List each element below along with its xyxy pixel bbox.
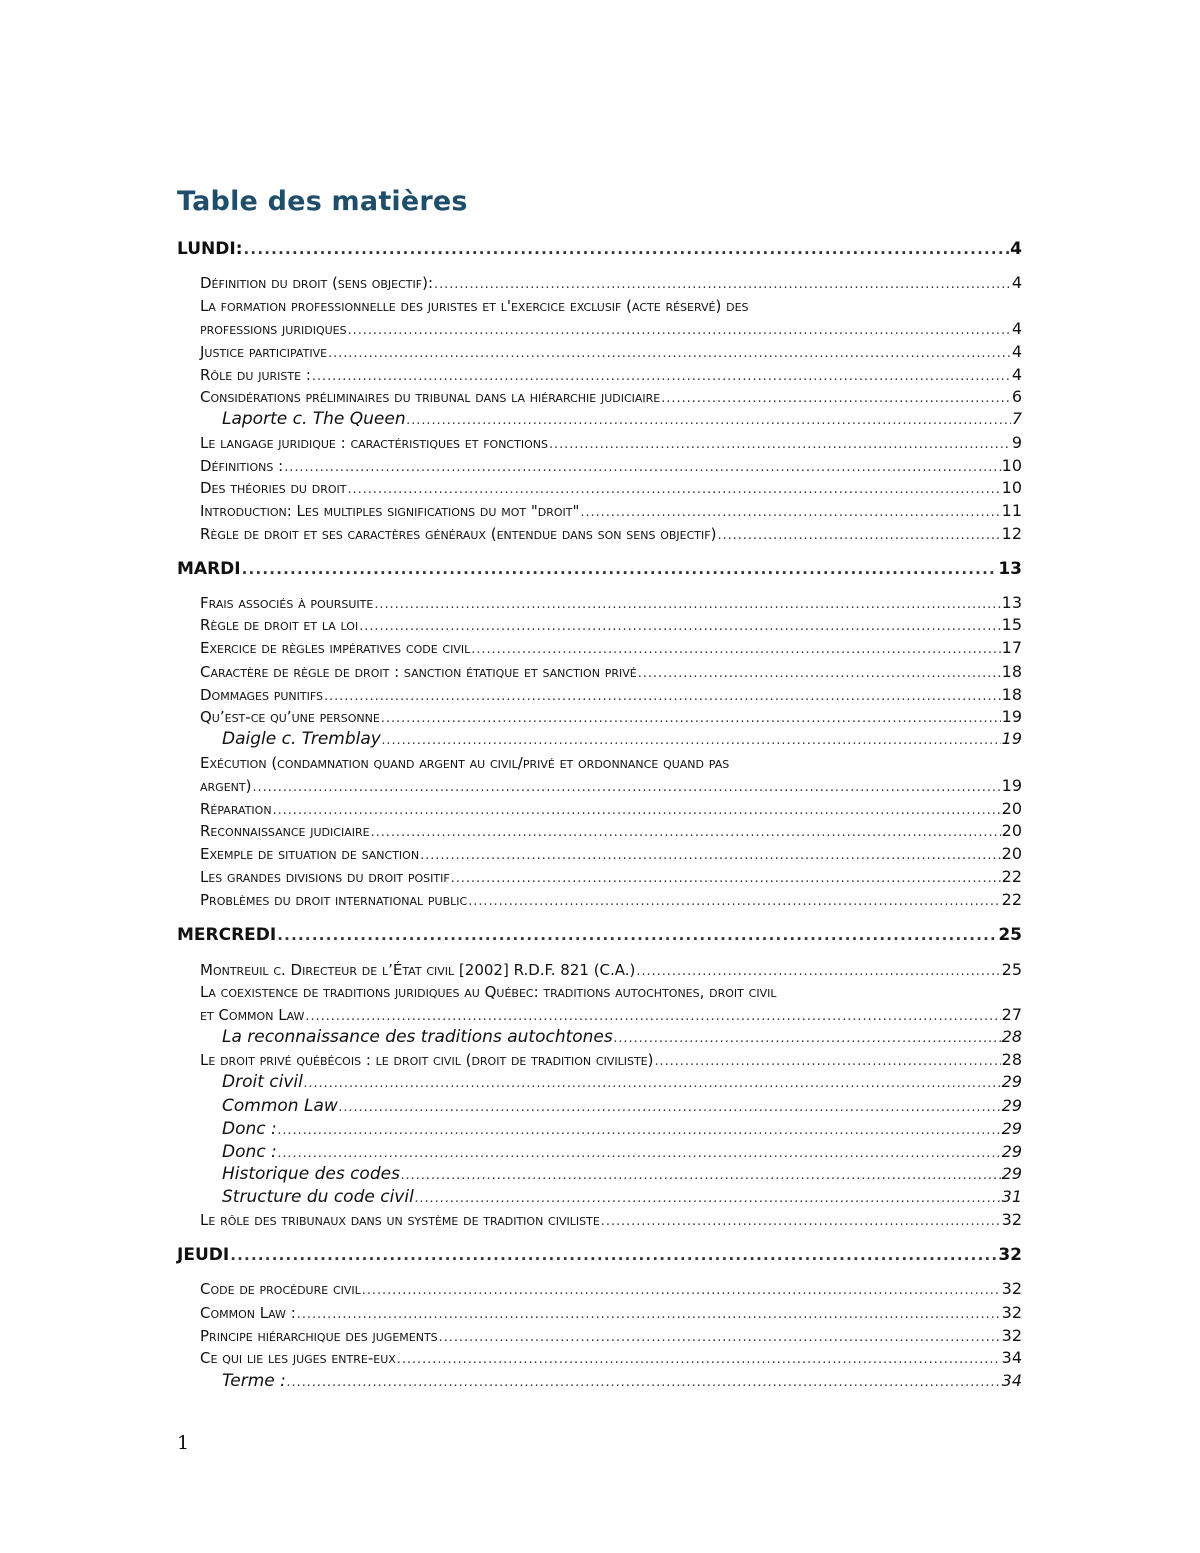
toc-entry[interactable] xyxy=(200,637,1022,659)
toc-entry[interactable] xyxy=(200,1278,1022,1300)
toc-entry-label: Règle de droit et la loi xyxy=(200,616,359,634)
toc-page-number: 19 xyxy=(1001,729,1022,748)
toc-entry-label: Dommages punitifs xyxy=(200,686,323,704)
dot-leader xyxy=(244,238,1010,260)
toc-page-number: 6 xyxy=(1011,387,1022,406)
dot-leader xyxy=(242,558,998,580)
dot-leader xyxy=(297,1302,1001,1326)
toc-entry-label: Exercice de règles impératives code civil xyxy=(200,639,471,657)
toc-entry[interactable] xyxy=(200,1209,1022,1231)
toc-subentry[interactable] xyxy=(222,1071,1022,1093)
dot-leader xyxy=(374,592,1000,616)
toc-page-number: 11 xyxy=(1001,501,1022,520)
dot-leader xyxy=(252,775,1000,799)
toc-page-number: 34 xyxy=(1001,1371,1022,1390)
dot-leader xyxy=(439,1325,1001,1349)
toc-entry[interactable] xyxy=(200,866,1022,888)
toc-entry-label: MERCREDI xyxy=(177,925,277,945)
toc-entry-first-line: Exécution (condamnation quand argent au civil/privé et ordonnance quand pas xyxy=(200,754,730,772)
toc-day-heading[interactable] xyxy=(177,1244,1022,1266)
dot-leader xyxy=(468,889,1000,913)
toc-page-number: 31 xyxy=(1001,1187,1022,1206)
toc-entry-label: Problèmes du droit international public xyxy=(200,891,468,909)
dot-leader xyxy=(451,866,1001,890)
toc-page-number: 29 xyxy=(1001,1096,1022,1115)
dot-leader xyxy=(415,1186,1001,1210)
toc-page-number: 29 xyxy=(1001,1142,1022,1161)
toc-page-number: 29 xyxy=(1001,1164,1022,1183)
toc-entry[interactable] xyxy=(200,341,1022,363)
dot-leader xyxy=(284,455,1000,479)
toc-entry-label: Définition du droit (sens objectif): xyxy=(200,274,433,292)
toc-entry[interactable] xyxy=(200,318,1022,340)
toc-entry[interactable] xyxy=(200,820,1022,842)
dot-leader xyxy=(362,1278,1001,1302)
toc-entry-label: Caractère de règle de droit : sanction étatique et sanction privé xyxy=(200,663,637,681)
toc-entry-label: Rôle du juriste : xyxy=(200,366,311,384)
toc-entry[interactable] xyxy=(200,1347,1022,1369)
toc-page-number: 20 xyxy=(1001,844,1022,863)
toc-entry-label: Donc : xyxy=(222,1119,277,1139)
dot-leader xyxy=(371,820,1001,844)
toc-entry-label: Introduction: Les multiples significations du mot "droit" xyxy=(200,502,580,520)
toc-entry-label: Code de procédure civil xyxy=(200,1280,361,1298)
toc-entry-label: et Common Law xyxy=(200,1006,305,1024)
toc-entry-label: Structure du code civil xyxy=(222,1187,414,1207)
toc-subentry[interactable] xyxy=(222,1141,1022,1163)
dot-leader xyxy=(230,1244,997,1266)
toc-entry-label: Réparation xyxy=(200,800,272,818)
dot-leader xyxy=(434,272,1011,296)
dot-leader xyxy=(407,408,1011,432)
toc-entry[interactable] xyxy=(200,364,1022,386)
toc-subentry[interactable] xyxy=(222,1026,1022,1048)
dot-leader xyxy=(287,1370,1001,1394)
toc-page-number: 10 xyxy=(1001,456,1022,475)
toc-subentry[interactable] xyxy=(222,1118,1022,1140)
toc-page-number: 13 xyxy=(998,559,1022,579)
toc-entry-label: Montreuil c. Directeur de l’État civil [2002] R.D.F. 821 (C.A.) xyxy=(200,961,636,979)
toc-entry[interactable] xyxy=(200,959,1022,981)
toc-page-number: 12 xyxy=(1001,524,1022,543)
toc-entry-label: Définitions : xyxy=(200,457,284,475)
dot-leader xyxy=(324,684,1001,708)
toc-page-number: 32 xyxy=(1001,1210,1022,1229)
dot-leader xyxy=(420,843,1001,867)
toc-entry-label: Le rôle des tribunaux dans un système de tradition civiliste xyxy=(200,1211,600,1229)
dot-leader xyxy=(359,614,1000,638)
toc-entry[interactable] xyxy=(200,798,1022,820)
toc-page-number: 17 xyxy=(1001,638,1022,657)
toc-entry-label: Terme : xyxy=(222,1371,286,1391)
toc-page-number: 4 xyxy=(1011,319,1022,338)
dot-leader xyxy=(381,706,1001,730)
dot-leader xyxy=(273,798,1001,822)
toc-entry[interactable] xyxy=(200,1302,1022,1324)
toc-entry[interactable] xyxy=(200,1325,1022,1347)
toc-page-number: 10 xyxy=(1001,478,1022,497)
dot-leader xyxy=(328,341,1011,365)
toc-page-number: 19 xyxy=(1001,776,1022,795)
toc-page-number: 29 xyxy=(1001,1119,1022,1138)
toc-page-number: 20 xyxy=(1001,799,1022,818)
toc-page-number: 22 xyxy=(1001,867,1022,886)
toc-entry-label: Daigle c. Tremblay xyxy=(222,729,381,749)
toc-entry[interactable] xyxy=(200,432,1022,454)
toc-subentry[interactable] xyxy=(222,1186,1022,1208)
toc-day-heading[interactable] xyxy=(177,238,1022,260)
toc-page-number: 32 xyxy=(1001,1326,1022,1345)
toc-entry-label: Le langage juridique : caractéristiques et fonctions xyxy=(200,434,548,452)
toc-page-number: 4 xyxy=(1011,365,1022,384)
toc-page-number: 18 xyxy=(1001,685,1022,704)
dot-leader xyxy=(580,500,1000,524)
toc-subentry[interactable] xyxy=(222,1095,1022,1117)
dot-leader xyxy=(382,728,1001,752)
dot-leader xyxy=(471,637,1000,661)
toc-entry[interactable] xyxy=(200,386,1022,408)
dot-leader xyxy=(339,1095,1001,1119)
toc-entry-label: Ce qui lie les juges entre-eux xyxy=(200,1349,396,1367)
dot-leader xyxy=(278,1118,1001,1142)
toc-entry-label: Justice participative xyxy=(200,343,328,361)
dot-leader xyxy=(661,386,1011,410)
toc-entry[interactable] xyxy=(200,1049,1022,1071)
toc-entry-label: MARDI xyxy=(177,559,241,579)
toc-entry[interactable] xyxy=(200,706,1022,728)
toc-page-number: 34 xyxy=(1001,1348,1022,1367)
toc-entry-label: Historique des codes xyxy=(222,1164,400,1184)
toc-page-number: 25 xyxy=(1001,960,1022,979)
toc-page-number: 28 xyxy=(1001,1050,1022,1069)
dot-leader xyxy=(348,318,1011,342)
toc-page-number: 9 xyxy=(1011,433,1022,452)
dot-leader xyxy=(717,523,1000,547)
toc-entry-first-line: La coexistence de traditions juridiques au Québec: traditions autochtones, droit civil xyxy=(200,983,777,1001)
toc-subentry[interactable] xyxy=(222,408,1022,430)
toc-entry[interactable] xyxy=(200,523,1022,545)
toc-page-number: 19 xyxy=(1001,707,1022,726)
toc-entry-label: Donc : xyxy=(222,1142,277,1162)
toc-entry-label: Common Law : xyxy=(200,1304,296,1322)
toc-day-heading[interactable] xyxy=(177,558,1022,580)
toc-entry-label: professions juridiques xyxy=(200,320,347,338)
toc-entry-label: Considérations préliminaires du tribunal dans la hiérarchie judiciaire xyxy=(200,388,661,406)
dot-leader xyxy=(304,1071,1001,1095)
toc-subentry[interactable] xyxy=(222,1370,1022,1392)
toc-page-number: 25 xyxy=(998,925,1022,945)
toc-page-number: 4 xyxy=(1011,342,1022,361)
toc-page-number: 20 xyxy=(1001,821,1022,840)
toc-entry-label: Règle de droit et ses caractères généraux (entendue dans son sens objectif) xyxy=(200,525,717,543)
toc-page-number: 32 xyxy=(1001,1279,1022,1298)
toc-entry[interactable] xyxy=(200,684,1022,706)
dot-leader xyxy=(401,1163,1001,1187)
toc-entry[interactable] xyxy=(200,455,1022,477)
page-number: 1 xyxy=(177,1432,190,1454)
dot-leader xyxy=(312,364,1011,388)
toc-entry-label: argent) xyxy=(200,777,252,795)
toc-entry[interactable] xyxy=(200,272,1022,294)
toc-entry-label: Reconnaissance judiciaire xyxy=(200,822,370,840)
toc-page-number: 13 xyxy=(1001,593,1022,612)
toc-entry-label: Qu’est-ce qu’une personne xyxy=(200,708,380,726)
toc-entry-label: Common Law xyxy=(222,1096,338,1116)
toc-entry-label: JEUDI xyxy=(177,1245,230,1265)
dot-leader xyxy=(614,1026,1001,1050)
toc-title: Table des matières xyxy=(177,186,468,217)
toc-page-number: 15 xyxy=(1001,615,1022,634)
toc-entry[interactable] xyxy=(200,843,1022,865)
toc-page-number: 22 xyxy=(1001,890,1022,909)
toc-entry[interactable] xyxy=(200,614,1022,636)
toc-page-number: 18 xyxy=(1001,662,1022,681)
dot-leader xyxy=(278,1141,1001,1165)
toc-subentry[interactable] xyxy=(222,728,1022,750)
toc-page-number: 28 xyxy=(1001,1027,1022,1046)
toc-page-number: 7 xyxy=(1011,409,1022,428)
toc-entry[interactable] xyxy=(200,775,1022,797)
dot-leader xyxy=(277,924,997,946)
toc-page-number: 32 xyxy=(1001,1303,1022,1322)
toc-entry[interactable] xyxy=(200,661,1022,683)
toc-entry-label: Laporte c. The Queen xyxy=(222,409,406,429)
toc-entry-label: LUNDI: xyxy=(177,239,243,259)
toc-entry[interactable] xyxy=(200,592,1022,614)
toc-entry-label: Exemple de situation de sanction xyxy=(200,845,420,863)
toc-entry-label: Frais associés à poursuite xyxy=(200,594,374,612)
toc-entry[interactable] xyxy=(200,477,1022,499)
toc-page-number: 32 xyxy=(998,1245,1022,1265)
dot-leader xyxy=(305,1004,1000,1028)
dot-leader xyxy=(347,477,1000,501)
toc-entry[interactable] xyxy=(200,500,1022,522)
toc-entry-label: Le droit privé québécois : le droit civil (droit de tradition civiliste) xyxy=(200,1051,654,1069)
toc-page-number: 29 xyxy=(1001,1072,1022,1091)
toc-page-number: 4 xyxy=(1011,273,1022,292)
toc-entry-label: La reconnaissance des traditions autochtones xyxy=(222,1027,613,1047)
dot-leader xyxy=(654,1049,1000,1073)
dot-leader xyxy=(636,959,1000,983)
toc-entry-label: Droit civil xyxy=(222,1072,303,1092)
dot-leader xyxy=(397,1347,1001,1371)
toc-entry-label: Les grandes divisions du droit positif xyxy=(200,868,450,886)
toc-entry-first-line: La formation professionnelle des juristes et l'exercice exclusif (acte réservé) des xyxy=(200,297,749,315)
toc-entry[interactable] xyxy=(200,889,1022,911)
dot-leader xyxy=(549,432,1011,456)
dot-leader xyxy=(601,1209,1001,1233)
toc-day-heading[interactable] xyxy=(177,924,1022,946)
toc-entry[interactable] xyxy=(200,1004,1022,1026)
toc-page-number: 27 xyxy=(1001,1005,1022,1024)
toc-subentry[interactable] xyxy=(222,1163,1022,1185)
dot-leader xyxy=(638,661,1001,685)
toc-page-number: 4 xyxy=(1010,239,1022,259)
toc-entry-label: Principe hiérarchique des jugements xyxy=(200,1327,438,1345)
toc-entry-label: Des théories du droit xyxy=(200,479,347,497)
